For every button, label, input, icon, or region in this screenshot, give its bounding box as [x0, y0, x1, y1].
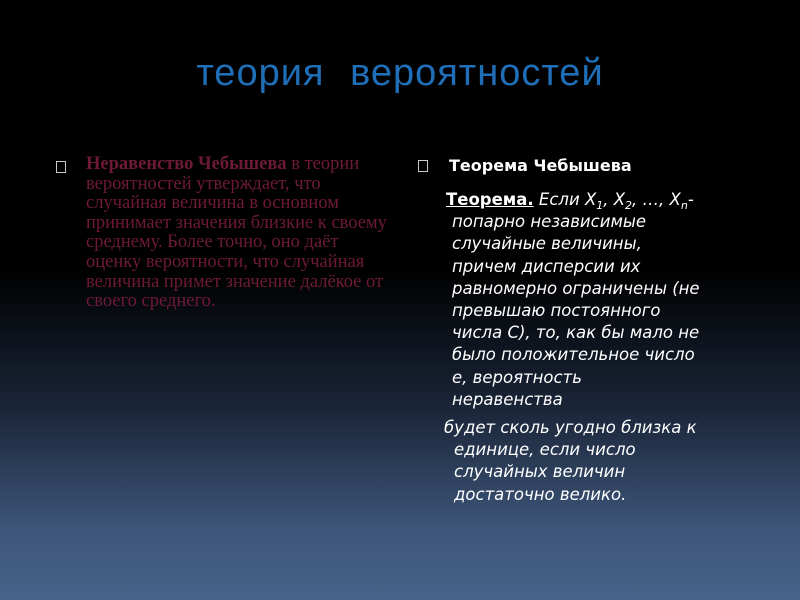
theorem-line: превышаю постоянного: [452, 301, 661, 321]
conclusion-line: достаточно велико.: [454, 484, 627, 504]
theorem-line: попарно независимые: [452, 212, 647, 232]
theorem-line: равномерно ограничены (не: [452, 278, 700, 298]
conclusion-line: будет сколь угодно близка к: [444, 418, 697, 438]
theorem-conclusion: [418, 417, 763, 506]
theorem-sep-2: , …, X: [632, 190, 681, 209]
theorem-line: случайные величины,: [452, 234, 642, 254]
left-column: [56, 155, 396, 312]
theorem-line: было положительное число: [452, 345, 695, 365]
bullet-icon: [418, 160, 428, 172]
theorem-first-line: [418, 189, 763, 211]
right-column: [418, 155, 763, 506]
subscript-2: 2: [625, 199, 633, 212]
inequality-term: Неравенство Чебышева: [86, 154, 287, 174]
slide-title: теория вероятностей: [196, 52, 604, 94]
theorem-statement: [418, 189, 763, 411]
theorem-sep-1: , X: [603, 190, 626, 209]
theorem-line: числа С), то, как бы мало не: [452, 323, 700, 343]
theorem-line: причем дисперсии их: [452, 256, 641, 276]
chebyshev-inequality-text: [86, 155, 396, 312]
theorem-intro: Если X: [533, 190, 597, 209]
conclusion-line: случайных величин: [454, 462, 626, 482]
theorem-dash: -: [687, 190, 694, 209]
inequality-description: в теории вероятностей утверждает, что случайная величина в основном принимает значения близкие к своему среднему. Более точно, оно даёт оценку вероятности, что случайная величина примет значение далёкое от своего среднего.: [86, 154, 387, 312]
bullet-icon: [56, 161, 66, 173]
subscript-1: 1: [596, 199, 604, 212]
theorem-label: Теорема.: [446, 190, 534, 209]
theorem-body: [418, 211, 763, 411]
theorem-heading: Теорема Чебышева: [449, 156, 632, 175]
theorem-line: неравенства: [452, 389, 563, 409]
subscript-n: n: [680, 199, 688, 212]
conclusion-line: единице, если число: [454, 440, 636, 460]
theorem-line: е, вероятность: [452, 367, 582, 387]
